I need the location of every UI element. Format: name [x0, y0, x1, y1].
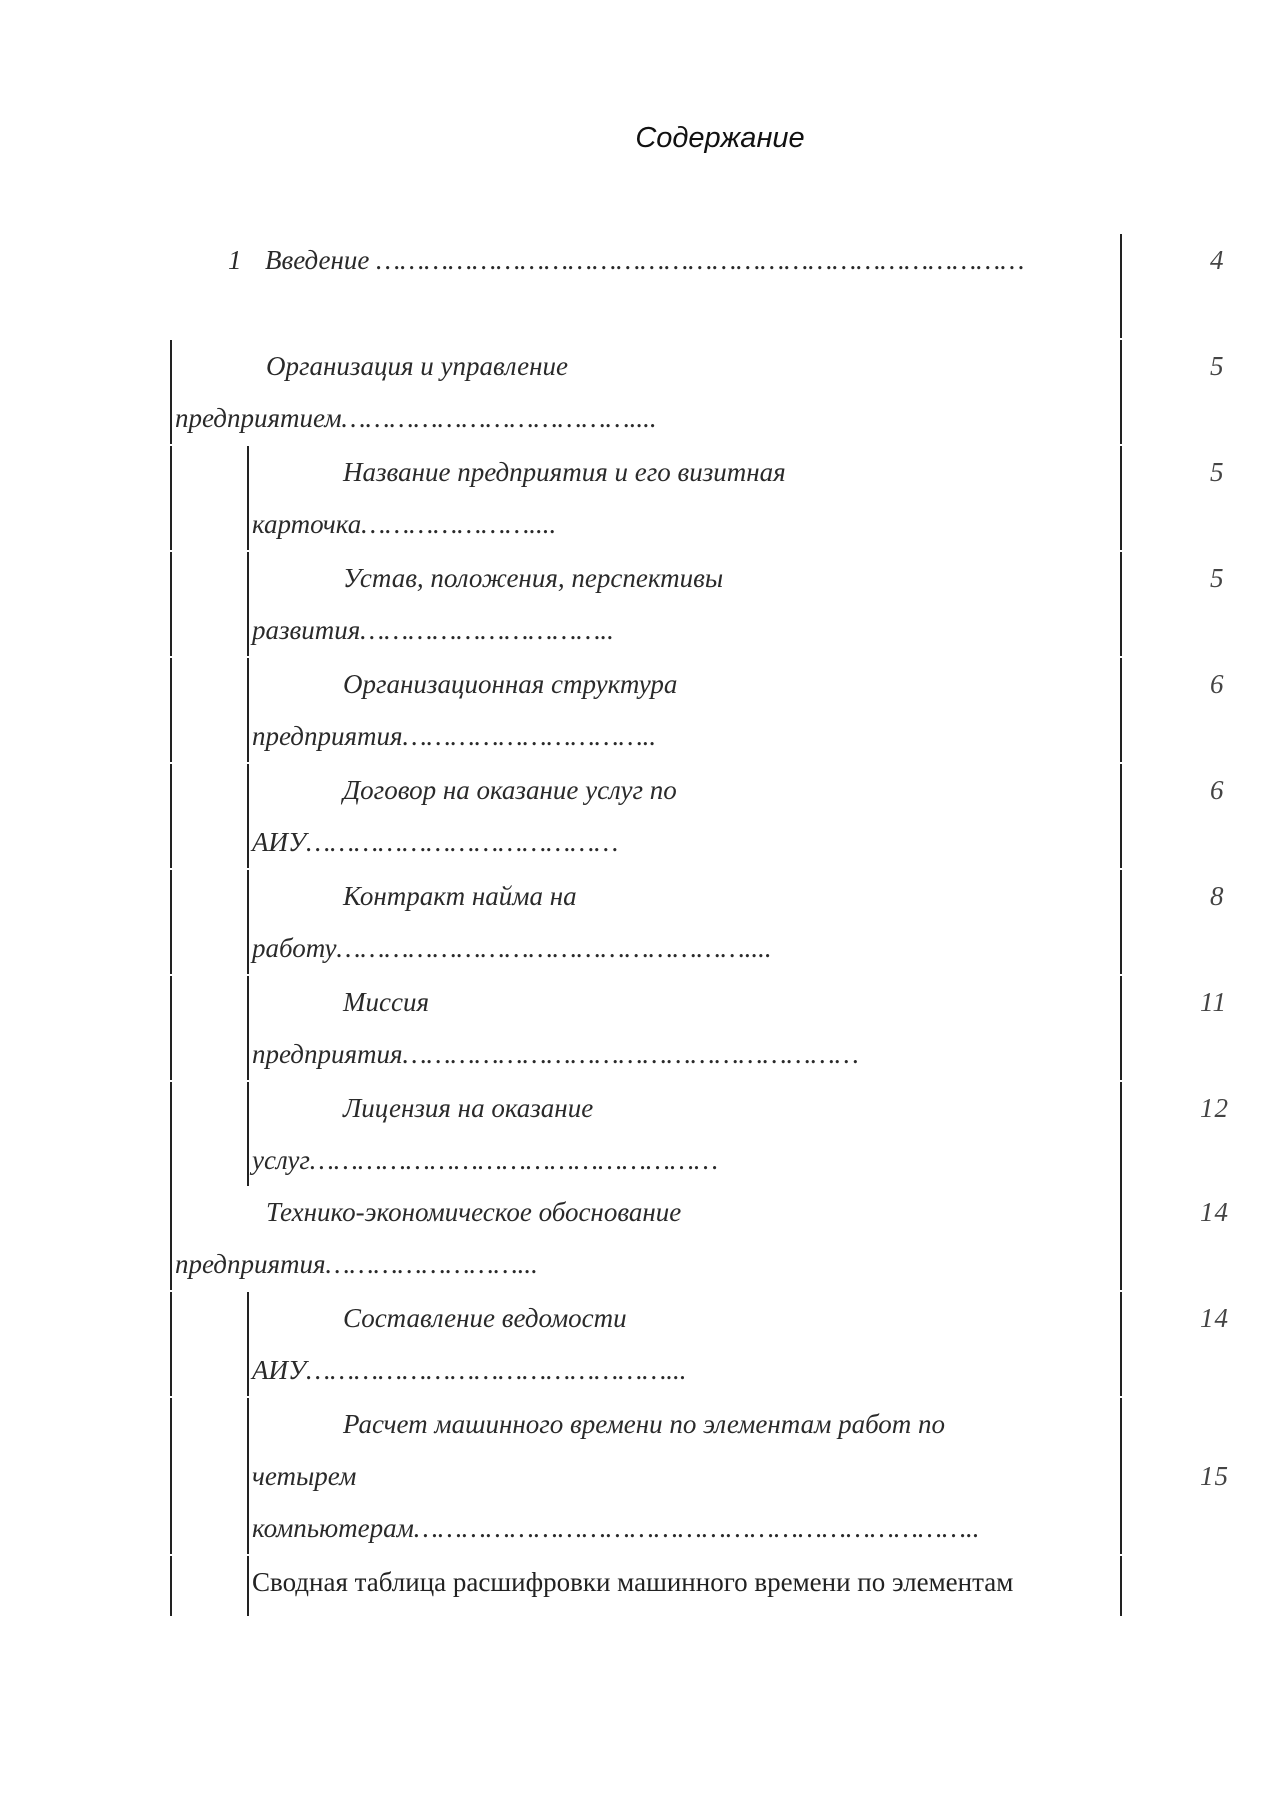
toc-entry-machine-time	[0, 1398, 1280, 1554]
table-border	[247, 870, 249, 974]
table-border	[170, 552, 172, 656]
table-border	[1120, 658, 1122, 762]
toc-entry-introduction	[0, 234, 1280, 338]
toc-entry-title: Название предприятия и его визитная	[343, 457, 786, 487]
toc-entry-section-organization	[0, 340, 1280, 444]
toc-entry-title: Договор на оказание услуг по	[343, 775, 677, 805]
toc-entry-title-cont: АИУ…………………………………	[252, 827, 619, 857]
table-border	[170, 446, 172, 550]
toc-entry-number: 1	[228, 245, 242, 275]
toc-entry-title-cont: предприятия…………………………..	[252, 721, 657, 751]
table-border	[170, 340, 172, 444]
table-border	[247, 1292, 249, 1396]
table-border	[1120, 870, 1122, 974]
toc-entry-title-cont: карточка…………………....	[252, 509, 557, 539]
table-border	[247, 1556, 249, 1616]
toc-entry-title: Сводная таблица расшифровки машинного времени по элементам	[252, 1567, 1014, 1597]
toc-entry-license	[0, 1082, 1280, 1186]
table-border	[1120, 340, 1122, 444]
table-border	[1120, 976, 1122, 1080]
table-border	[170, 1556, 172, 1616]
toc-entry-title-cont: четырем	[252, 1461, 357, 1491]
table-border	[1120, 1556, 1122, 1616]
toc-entry-title-cont: развития…………………………..	[252, 615, 614, 645]
toc-entry-title-cont: компьютерам……………………………………………………………..	[252, 1513, 980, 1543]
toc-entry-title: Организация и управление	[266, 351, 569, 381]
table-border	[247, 552, 249, 656]
toc-entry-summary-table	[0, 1556, 1280, 1616]
toc-entry-title-cont: предприятия……………………...	[175, 1249, 538, 1279]
table-border	[1120, 764, 1122, 868]
table-border	[1120, 552, 1122, 656]
table-border	[247, 446, 249, 550]
toc-entry-company-name	[0, 446, 1280, 550]
table-border	[1120, 234, 1122, 338]
table-border	[1120, 1186, 1122, 1290]
toc-page-number: 5	[1210, 351, 1225, 381]
toc-page-number: 6	[1210, 669, 1225, 699]
toc-page-number: 11	[1200, 987, 1227, 1017]
table-border	[247, 658, 249, 762]
table-border	[170, 1186, 172, 1290]
toc-entry-charter	[0, 552, 1280, 656]
toc-entry-employment-contract	[0, 870, 1280, 974]
table-border	[1120, 1292, 1122, 1396]
toc-page-number: 8	[1210, 881, 1225, 911]
toc-page-number: 14	[1200, 1197, 1229, 1227]
toc-entry-org-structure	[0, 658, 1280, 762]
toc-page-number: 6	[1210, 775, 1225, 805]
toc-page-number: 4	[1210, 245, 1225, 275]
toc-entry-title: Технико-экономическое обоснование	[266, 1197, 682, 1227]
toc-entry-title-cont: предприятием………………………………....	[175, 403, 657, 433]
toc-entry-title: Введение ………………………………………………………………………	[265, 245, 1025, 275]
toc-entry-mission	[0, 976, 1280, 1080]
table-border	[170, 1398, 172, 1554]
toc-entry-title-cont: предприятия…………………………………………………	[252, 1039, 859, 1069]
toc-page-number: 5	[1210, 563, 1225, 593]
toc-page-number: 12	[1200, 1093, 1229, 1123]
toc-entry-title: Лицензия на оказание	[343, 1093, 594, 1123]
toc-entry-title-cont: услуг……………………………………………	[252, 1145, 719, 1175]
table-border	[247, 976, 249, 1080]
toc-entry-title: Устав, положения, перспективы	[343, 563, 724, 593]
table-border	[170, 764, 172, 868]
table-border	[247, 764, 249, 868]
toc-entry-section-feasibility	[0, 1186, 1280, 1290]
toc-entry-title: Миссия	[343, 987, 430, 1017]
toc-entry-title-cont: АИУ………………………………………...	[252, 1355, 687, 1385]
table-border	[1120, 1398, 1122, 1554]
table-border	[1120, 446, 1122, 550]
toc-entry-title: Расчет машинного времени по элементам работ по	[343, 1409, 946, 1439]
table-border	[1120, 1082, 1122, 1186]
page-title: Содержание	[635, 122, 805, 154]
toc-entry-title: Организационная структура	[343, 669, 678, 699]
toc-entry-title: Составление ведомости	[343, 1303, 627, 1333]
table-border	[247, 1082, 249, 1186]
toc-page-number: 5	[1210, 457, 1225, 487]
toc-entry-service-contract	[0, 764, 1280, 868]
toc-entry-title-cont: работу……………………………………………....	[252, 933, 772, 963]
table-border	[170, 976, 172, 1080]
table-border	[170, 870, 172, 974]
table-border	[170, 658, 172, 762]
toc-page-number: 14	[1200, 1303, 1229, 1333]
table-border	[170, 1292, 172, 1396]
table-border	[170, 1082, 172, 1186]
toc-entry-statement	[0, 1292, 1280, 1396]
table-border	[247, 1398, 249, 1554]
toc-page-number: 15	[1200, 1461, 1229, 1491]
toc-entry-title: Контракт найма на	[343, 881, 577, 911]
